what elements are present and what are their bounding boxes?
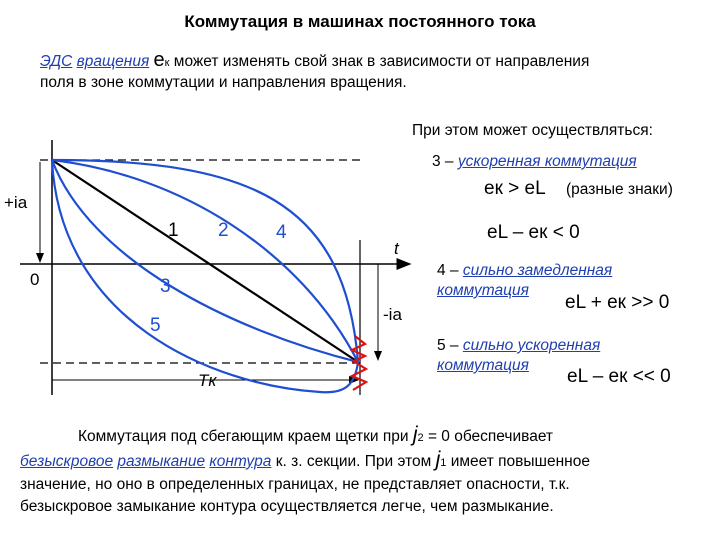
page-title: Коммутация в машинах постоянного тока <box>184 12 536 31</box>
intro-text-1: может изменять свой знак в зависимости от направления <box>173 53 590 70</box>
label-zero: 0 <box>30 270 40 289</box>
case5-formula: eL – eк << 0 <box>567 366 671 387</box>
curve-label-1: 1 <box>168 220 179 241</box>
curve-1-linear <box>52 160 358 362</box>
possible-note: При этом может осуществляться: <box>412 122 653 139</box>
case4-link-1[interactable]: сильно замедленная <box>462 262 613 279</box>
case5-link-2[interactable]: коммутация <box>437 357 529 374</box>
emf-link[interactable]: ЭДС <box>40 53 73 70</box>
e-subscript: к <box>164 57 170 69</box>
bottom-line2-c: имеет повышенное <box>450 453 590 470</box>
bottom-line1-b: = 0 обеспечивает <box>427 428 554 445</box>
label-t: t <box>394 239 399 258</box>
bottom-line2-b: к. з. секции. При этом <box>275 453 432 470</box>
label-plus-ia: +iа <box>4 193 28 212</box>
e-symbol: e <box>153 49 165 71</box>
curve-label-4: 4 <box>276 222 287 243</box>
case5-num: 5 – <box>437 337 459 354</box>
bottom-paragraph <box>20 424 700 518</box>
bottom-line3: значение, но оно в определенных границах, не представляет опасности, т.к. <box>20 476 570 493</box>
case4-link-2[interactable]: коммутация <box>437 282 529 299</box>
bottom-line4: безыскровое замыкание контура осуществляется легче, чем размыкание. <box>20 498 554 515</box>
case5-link-1[interactable]: сильно ускоренная <box>462 337 601 354</box>
case3-num: 3 – <box>432 153 454 170</box>
case4-num: 4 – <box>437 262 459 279</box>
j1-symbol: j <box>435 448 441 471</box>
curve-label-2: 2 <box>218 220 229 241</box>
spark-lower-icon <box>352 362 366 390</box>
curve-5-strongly-accelerated <box>52 160 358 392</box>
circuit-link[interactable]: контура <box>209 453 272 470</box>
j2-subscript: 2 <box>417 432 424 444</box>
case3-link[interactable]: ускоренная коммутация <box>457 153 637 170</box>
curve-label-5: 5 <box>150 315 161 336</box>
j1-subscript: 1 <box>440 457 447 469</box>
bottom-line1-a: Коммутация под сбегающим краем щетки при <box>78 428 409 445</box>
curve-label-3: 3 <box>160 276 171 297</box>
label-tk: Tк <box>198 371 217 390</box>
label-minus-ia: -iа <box>383 305 402 324</box>
case3-formula2: eL – eк < 0 <box>487 222 580 243</box>
sparkless-link[interactable]: безыскровое <box>20 453 114 470</box>
rotation-link[interactable]: вращения <box>76 53 150 70</box>
case3-formula: eк > eL <box>484 178 546 199</box>
intro-text-2: поля в зоне коммутации и направления вращения. <box>40 74 407 91</box>
case4-formula: eL + eк >> 0 <box>565 292 670 313</box>
opening-link[interactable]: размыкание <box>117 453 206 470</box>
j2-symbol: j <box>412 423 418 446</box>
case3-extra: (разные знаки) <box>566 181 673 198</box>
